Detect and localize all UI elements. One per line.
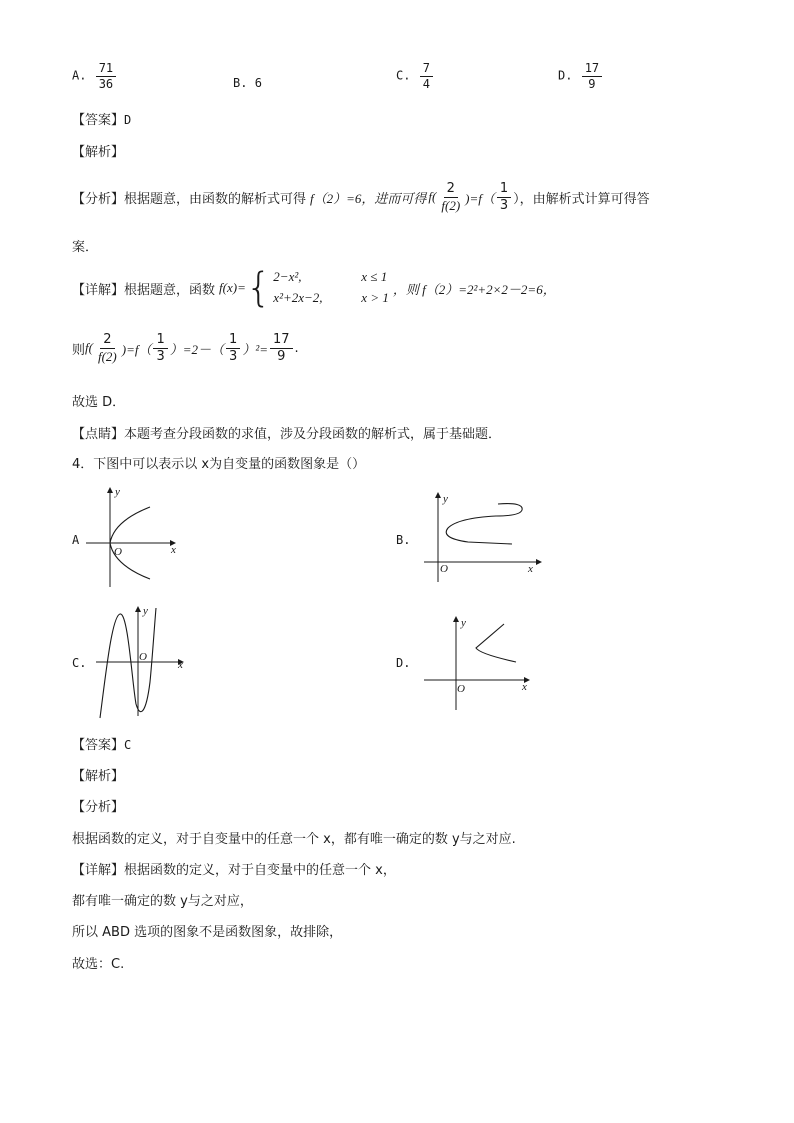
q4-analysis-tag: 【解析】 — [72, 769, 125, 784]
fraction-1-over-3 — [497, 182, 511, 212]
graph-a — [80, 483, 190, 593]
dianjing-text: 本题考查分段函数的求值，涉及分段函数的解析式，属于基础题． — [124, 427, 502, 442]
graph-a-label: A — [72, 533, 80, 547]
fraction-denominator: f(2) — [97, 348, 117, 364]
fenxi-text-tail: ），由解析式计算可得答 — [513, 191, 650, 207]
graph-b-label: B. — [396, 533, 411, 547]
fraction-denominator: 4 — [422, 76, 430, 91]
option-label: D. — [558, 68, 573, 83]
option-value: 6 — [254, 76, 262, 90]
x-axis-label: x — [522, 681, 527, 693]
x-axis-label: x — [171, 544, 176, 556]
option-label: C. — [396, 68, 411, 83]
fraction-numerator: 17 — [582, 62, 602, 77]
q3-dianjing-line — [72, 423, 501, 442]
f-open: f( — [85, 340, 93, 356]
dianjing-tag: 【点睛】 — [72, 427, 125, 442]
fraction-denominator: f(2) — [441, 197, 461, 213]
fraction-2-over-f2 — [95, 333, 120, 363]
xiangjie-text: 根据题意，函数 — [124, 282, 216, 298]
eq-f-paren: )=f（ — [465, 190, 495, 206]
option-c-fraction — [420, 62, 433, 90]
q4-fenxi-text: 根据函数的定义，对于自变量中的任意一个 x，都有唯一确定的数 y与之对应. — [72, 832, 516, 847]
y-arrow-icon — [435, 492, 441, 498]
q3-choose-line: 故选 D． — [72, 395, 126, 410]
then-tail2: ）²= — [242, 341, 268, 357]
answer-value: D — [124, 113, 132, 127]
xiangjie-result: ，则 f（2）=2²+2×2－2=6， — [392, 281, 556, 297]
fraction-2-over-f2 — [438, 182, 463, 212]
fraction-numerator: 2 — [444, 182, 458, 198]
graph-d-label: D. — [396, 656, 411, 670]
fenxi-text: 根据题意，由函数的解析式可得 — [124, 191, 307, 207]
option-label: B. — [233, 76, 248, 90]
option-a — [72, 62, 118, 90]
option-a-fraction — [96, 62, 116, 90]
fraction-numerator: 2 — [100, 333, 114, 349]
q3-xiangjie-line — [72, 265, 556, 312]
graph-c-label: C. — [72, 656, 87, 670]
q3-fenxi-line — [72, 182, 650, 212]
q4-line2: 都有唯一确定的数 y与之对应， — [72, 894, 253, 909]
case-cond: x > 1 — [361, 290, 389, 306]
fenxi-tag: 【分析】 — [72, 191, 125, 207]
then-end: . — [294, 340, 299, 356]
fraction-denominator: 3 — [156, 348, 165, 364]
f-open: f( — [428, 189, 437, 205]
fenxi-f2-value: f（2）=6，进而可得 — [310, 190, 427, 206]
y-axis-label: y — [443, 493, 448, 505]
x-arrow-icon — [536, 559, 542, 565]
q4-fenxi-tag: 【分析】 — [72, 800, 125, 815]
graph-c — [92, 602, 192, 720]
case-2 — [273, 288, 389, 309]
case-cond: x ≤ 1 — [361, 269, 388, 284]
curve-cubic — [100, 608, 156, 718]
origin-label: O — [114, 546, 122, 558]
fraction-denominator: 9 — [277, 348, 286, 364]
fraction-17-over-9 — [270, 333, 293, 363]
fraction-numerator: 17 — [270, 333, 293, 349]
y-axis-label: y — [143, 605, 148, 617]
y-arrow-icon — [453, 616, 459, 622]
q3-fenxi-cont: 案． — [72, 240, 99, 255]
graph-b — [420, 488, 550, 588]
x-axis-label: x — [528, 563, 533, 575]
q4-answer-line — [72, 734, 131, 753]
q4-stem: 4．下图中可以表示以 x为自变量的函数图象是（） — [72, 457, 366, 472]
q4-xiangjie-line — [72, 859, 396, 878]
option-d-fraction — [582, 62, 602, 90]
then-text: 则 — [72, 342, 86, 358]
y-axis-label: y — [461, 617, 466, 629]
brace-icon: { — [245, 265, 272, 312]
y-arrow-icon — [107, 487, 113, 493]
y-axis-label: y — [115, 486, 120, 498]
graph-d — [420, 612, 540, 714]
piecewise-function — [245, 265, 389, 312]
case-expr: x²+2x−2, — [273, 290, 323, 306]
then-tail: ）=2－（ — [169, 341, 225, 357]
q4-line4: 故选：C. — [72, 957, 125, 972]
x-axis-label: x — [178, 659, 183, 671]
fraction-numerator: 1 — [153, 333, 167, 349]
case-expr: 2−x², — [273, 269, 302, 284]
xiangjie-text: 根据函数的定义，对于自变量中的任意一个 x， — [124, 863, 396, 878]
q3-analysis-tag: 【解析】 — [72, 145, 125, 160]
origin-label: O — [440, 563, 448, 575]
fraction-1-over-3 — [226, 333, 240, 363]
curve-s-shape — [446, 504, 522, 544]
fraction-numerator: 71 — [96, 62, 116, 77]
fraction-numerator: 1 — [226, 333, 240, 349]
q4-line3: 所以 ABD 选项的图象不是函数图象，故排除， — [72, 925, 343, 940]
y-arrow-icon — [135, 606, 141, 612]
curve-v-branch — [476, 624, 516, 662]
option-b — [233, 76, 262, 90]
fraction-denominator: 3 — [229, 348, 238, 364]
case-1 — [273, 267, 389, 288]
answer-tag: 【答案】 — [72, 113, 125, 128]
xiangjie-tag: 【详解】 — [72, 863, 125, 878]
piecewise-cases — [273, 267, 389, 309]
fx-eq: f(x)= — [219, 280, 246, 296]
answer-tag: 【答案】 — [72, 738, 125, 753]
option-c — [396, 62, 435, 90]
fraction-numerator: 7 — [420, 62, 433, 77]
answer-value: C — [124, 738, 132, 752]
xiangjie-tag: 【详解】 — [72, 282, 125, 298]
fraction-denominator: 36 — [98, 76, 114, 91]
fraction-denominator: 9 — [588, 76, 596, 91]
option-label: A. — [72, 68, 87, 83]
origin-label: O — [457, 683, 465, 695]
fraction-denominator: 3 — [499, 197, 509, 213]
option-d — [558, 62, 604, 90]
fraction-1-over-3 — [153, 333, 167, 363]
q3-answer-line — [72, 109, 131, 128]
then-eq: )=f（ — [121, 341, 152, 357]
fraction-numerator: 1 — [497, 182, 511, 198]
q3-then-line — [72, 333, 299, 363]
origin-label: O — [139, 651, 147, 663]
